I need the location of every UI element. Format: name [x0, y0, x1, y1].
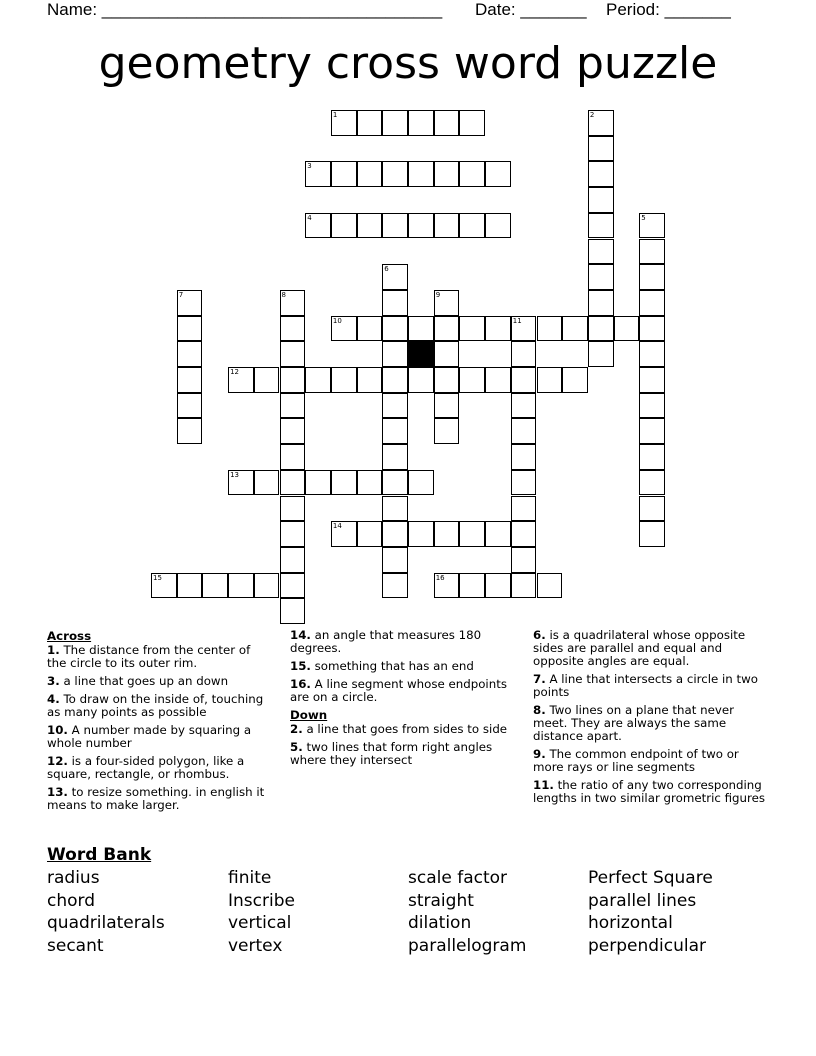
grid-cell[interactable] — [331, 161, 357, 187]
clue-number: 13. — [47, 785, 68, 799]
grid-cell[interactable] — [588, 187, 614, 213]
grid-cell[interactable] — [588, 213, 614, 239]
grid-cell[interactable] — [485, 573, 511, 599]
cell-number: 7 — [178, 290, 184, 299]
word-bank-word: parallel lines — [588, 890, 697, 911]
clue-text: to resize something. in english it means to make larger. — [47, 785, 265, 812]
black-cell — [408, 341, 434, 367]
grid-cell[interactable] — [434, 110, 460, 136]
cell-number: 15 — [153, 573, 162, 582]
clue-text: The common endpoint of two or more rays or line segments — [533, 747, 739, 774]
clue-number: 8. — [533, 703, 546, 717]
word-bank-word: dilation — [408, 913, 472, 934]
grid-cell[interactable] — [408, 367, 434, 393]
clue — [533, 704, 768, 743]
grid-cell[interactable] — [280, 496, 306, 522]
grid-cell[interactable] — [434, 341, 460, 367]
grid-cell[interactable] — [305, 213, 331, 239]
grid-cell[interactable] — [639, 239, 665, 265]
grid-cell[interactable] — [202, 573, 228, 599]
grid-cell[interactable] — [254, 573, 280, 599]
clue — [533, 779, 768, 805]
word-bank-column — [408, 867, 526, 957]
grid-cell[interactable] — [382, 521, 408, 547]
grid-cell[interactable] — [280, 290, 306, 316]
grid-cell[interactable] — [459, 316, 485, 342]
grid-cell[interactable] — [639, 264, 665, 290]
cell-number: 5 — [641, 213, 646, 222]
grid-cell[interactable] — [305, 161, 331, 187]
grid-cell[interactable] — [485, 213, 511, 239]
clue-text: Two lines on a plane that never meet. They are always the same distance apart. — [533, 703, 734, 743]
grid-cell[interactable] — [434, 316, 460, 342]
grid-cell[interactable] — [485, 521, 511, 547]
grid-cell[interactable] — [228, 367, 254, 393]
word-bank-word: secant — [47, 935, 104, 956]
grid-cell[interactable] — [382, 213, 408, 239]
grid-cell[interactable] — [588, 341, 614, 367]
clue-number: 7. — [533, 672, 546, 686]
grid-cell[interactable] — [280, 316, 306, 342]
word-bank-word: straight — [408, 890, 474, 911]
grid-cell[interactable] — [357, 521, 383, 547]
grid-cell[interactable] — [331, 521, 357, 547]
clue-text: A line that intersects a circle in two points — [533, 672, 759, 699]
grid-cell[interactable] — [382, 290, 408, 316]
grid-cell[interactable] — [177, 341, 203, 367]
grid-cell[interactable] — [331, 470, 357, 496]
cell-number: 14 — [332, 522, 342, 531]
grid-cell[interactable] — [511, 316, 537, 342]
grid-cell[interactable] — [459, 521, 485, 547]
clue-number: 9. — [533, 747, 546, 761]
grid-cell[interactable] — [408, 161, 434, 187]
grid-cell[interactable] — [511, 470, 537, 496]
grid-cell[interactable] — [280, 418, 306, 444]
cell-number: 9 — [435, 290, 441, 299]
grid-cell[interactable] — [382, 418, 408, 444]
grid-cell[interactable] — [511, 573, 537, 599]
period-field[interactable]: Period: _______ — [606, 0, 731, 19]
clue-number: 16. — [290, 677, 311, 691]
cell-number: 8 — [281, 290, 286, 299]
grid-cell[interactable] — [434, 367, 460, 393]
grid-cell[interactable] — [639, 496, 665, 522]
grid-cell[interactable] — [357, 110, 383, 136]
grid-cell[interactable] — [280, 367, 306, 393]
grid-cell[interactable] — [639, 444, 665, 470]
grid-cell[interactable] — [228, 573, 254, 599]
clue — [533, 673, 768, 699]
grid-cell[interactable] — [639, 341, 665, 367]
word-bank-word: parallelogram — [408, 935, 527, 956]
grid-cell[interactable] — [382, 110, 408, 136]
date-field[interactable]: Date: _______ — [475, 0, 587, 19]
clue-text: two lines that form right angles where they intersect — [290, 740, 493, 767]
grid-cell[interactable] — [151, 573, 177, 599]
word-bank-word: horizontal — [588, 913, 673, 934]
clue-number: 5. — [290, 740, 303, 754]
cell-number: 10 — [332, 316, 342, 325]
grid-cell[interactable] — [614, 316, 640, 342]
clue-number: 12. — [47, 754, 68, 768]
grid-cell[interactable] — [280, 573, 306, 599]
grid-cell[interactable] — [511, 367, 537, 393]
word-bank-column — [47, 867, 165, 957]
grid-cell[interactable] — [511, 547, 537, 573]
grid-cell[interactable] — [331, 316, 357, 342]
clue-text: A line segment whose endpoints are on a circle. — [290, 677, 507, 704]
grid-cell[interactable] — [639, 418, 665, 444]
grid-cell[interactable] — [588, 239, 614, 265]
across-heading: Across — [47, 629, 92, 643]
grid-cell[interactable] — [588, 161, 614, 187]
grid-cell[interactable] — [511, 496, 537, 522]
cell-number: 12 — [230, 368, 240, 376]
grid-cell[interactable] — [639, 290, 665, 316]
grid-cell[interactable] — [357, 213, 383, 239]
grid-cell[interactable] — [434, 573, 460, 599]
grid-cell[interactable] — [280, 598, 306, 624]
grid-cell[interactable] — [459, 573, 485, 599]
grid-cell[interactable] — [331, 367, 357, 393]
word-bank-word: perpendicular — [588, 935, 707, 956]
clue-text: is a quadrilateral whose opposite sides are parallel and equal and opposite angles are equal. — [533, 628, 746, 668]
cell-number: 13 — [230, 470, 240, 479]
cell-number: 3 — [307, 162, 312, 171]
grid-cell[interactable] — [511, 418, 537, 444]
page-title: geometry cross word puzzle — [98, 38, 718, 89]
grid-cell[interactable] — [511, 393, 537, 419]
cell-number: 11 — [512, 316, 522, 325]
grid-cell[interactable] — [588, 110, 614, 136]
grid-cell[interactable] — [639, 470, 665, 496]
grid-cell[interactable] — [588, 136, 614, 162]
grid-cell[interactable] — [537, 573, 563, 599]
clue — [47, 724, 272, 750]
grid-cell[interactable] — [408, 110, 434, 136]
grid-cell[interactable] — [511, 444, 537, 470]
grid-cell[interactable] — [562, 316, 588, 342]
cell-number: 1 — [332, 111, 338, 119]
word-bank-word: finite — [228, 868, 272, 888]
down-heading: Down — [290, 708, 328, 722]
clues-column-3 — [533, 629, 768, 810]
clue — [290, 741, 522, 767]
grid-cell[interactable] — [331, 213, 357, 239]
clue — [290, 678, 522, 704]
grid-cell[interactable] — [357, 470, 383, 496]
grid-cell[interactable] — [382, 444, 408, 470]
grid-cell[interactable] — [382, 393, 408, 419]
cell-number: 2 — [589, 111, 595, 119]
clue — [47, 693, 272, 719]
clue-number: 6. — [533, 628, 546, 642]
grid-cell[interactable] — [382, 161, 408, 187]
grid-cell[interactable] — [254, 470, 280, 496]
grid-cell[interactable] — [177, 316, 203, 342]
grid-cell[interactable] — [357, 367, 383, 393]
grid-cell[interactable] — [511, 341, 537, 367]
grid-cell[interactable] — [280, 393, 306, 419]
grid-cell[interactable] — [434, 418, 460, 444]
grid-cell[interactable] — [177, 290, 203, 316]
cell-number: 6 — [384, 265, 389, 274]
clue-text: The distance from the center of the circle to its outer rim. — [47, 643, 251, 670]
grid-cell[interactable] — [382, 264, 408, 290]
clue — [533, 629, 768, 668]
grid-cell[interactable] — [280, 470, 306, 496]
clue-number: 2. — [290, 722, 303, 736]
grid-cell[interactable] — [434, 521, 460, 547]
grid-cell[interactable] — [382, 470, 408, 496]
word-bank-column — [588, 867, 713, 957]
grid-cell[interactable] — [511, 521, 537, 547]
grid-cell[interactable] — [459, 110, 485, 136]
grid-cell[interactable] — [177, 573, 203, 599]
clue-text: the ratio of any two corresponding lengths in two similar grometric figures — [533, 778, 765, 805]
word-bank-word: scale factor — [408, 868, 508, 888]
grid-cell[interactable] — [305, 367, 331, 393]
grid-cell[interactable] — [639, 316, 665, 342]
grid-cell[interactable] — [408, 213, 434, 239]
grid-cell[interactable] — [177, 393, 203, 419]
clue-number: 11. — [533, 778, 554, 792]
clue — [290, 660, 522, 673]
clue-number: 10. — [47, 723, 68, 737]
grid-cell[interactable] — [434, 393, 460, 419]
grid-cell[interactable] — [639, 393, 665, 419]
clue — [47, 786, 272, 812]
clues-column-2 — [290, 629, 522, 772]
word-bank-word: chord — [47, 890, 96, 911]
clue-text: something that has an end — [314, 659, 474, 673]
clues-column-1 — [47, 630, 272, 817]
grid-cell[interactable] — [485, 161, 511, 187]
clue-number: 1. — [47, 643, 60, 657]
clue-number: 14. — [290, 628, 311, 642]
grid-cell[interactable] — [537, 316, 563, 342]
clue-text: a line that goes up an down — [63, 674, 229, 688]
grid-cell[interactable] — [280, 547, 306, 573]
clue-text: A number made by squaring a whole number — [47, 723, 252, 750]
word-bank-title: Word Bank — [47, 845, 152, 865]
clue — [47, 755, 272, 781]
grid-cell[interactable] — [382, 367, 408, 393]
clue — [533, 748, 768, 774]
grid-cell[interactable] — [459, 161, 485, 187]
grid-cell[interactable] — [382, 341, 408, 367]
clue-text: To draw on the inside of, touching as many points as possible — [47, 692, 264, 719]
cell-number: 16 — [435, 573, 445, 582]
clue-number: 3. — [47, 674, 60, 688]
clue — [47, 644, 272, 670]
grid-cell[interactable] — [357, 161, 383, 187]
grid-cell[interactable] — [254, 367, 280, 393]
word-bank-word: Inscribe — [228, 890, 295, 911]
grid-cell[interactable] — [562, 367, 588, 393]
grid-cell[interactable] — [434, 213, 460, 239]
grid-cell[interactable] — [588, 290, 614, 316]
word-bank-word: quadrilaterals — [47, 913, 165, 934]
grid-cell[interactable] — [408, 316, 434, 342]
name-field[interactable]: Name: ____________________________________ — [47, 0, 443, 19]
grid-cell[interactable] — [639, 367, 665, 393]
clue — [290, 629, 522, 655]
grid-cell[interactable] — [280, 341, 306, 367]
clue-text: an angle that measures 180 degrees. — [290, 628, 482, 655]
grid-cell[interactable] — [331, 110, 357, 136]
grid-cell[interactable] — [357, 316, 383, 342]
grid-cell[interactable] — [485, 367, 511, 393]
word-bank-word: vertical — [228, 913, 292, 934]
grid-cell[interactable] — [639, 521, 665, 547]
word-bank-word: vertex — [228, 935, 283, 956]
cell-number: 4 — [307, 213, 312, 222]
grid-cell[interactable] — [228, 470, 254, 496]
grid-cell[interactable] — [305, 470, 331, 496]
grid-cell[interactable] — [459, 367, 485, 393]
clue-text: is a four-sided polygon, like a square, rectangle, or rhombus. — [47, 754, 245, 781]
grid-cell[interactable] — [280, 521, 306, 547]
grid-cell[interactable] — [382, 496, 408, 522]
word-bank-word: radius — [47, 868, 100, 888]
grid-cell[interactable] — [177, 418, 203, 444]
grid-cell[interactable] — [434, 290, 460, 316]
grid-cell[interactable] — [434, 161, 460, 187]
clue-number: 15. — [290, 659, 311, 673]
grid-cell[interactable] — [408, 521, 434, 547]
grid-cell[interactable] — [177, 367, 203, 393]
grid-cell[interactable] — [280, 444, 306, 470]
grid-cell[interactable] — [537, 367, 563, 393]
clue — [290, 723, 522, 736]
grid-cell[interactable] — [382, 316, 408, 342]
grid-cell[interactable] — [639, 213, 665, 239]
grid-cell[interactable] — [382, 547, 408, 573]
clue-text: a line that goes from sides to side — [306, 722, 508, 736]
word-bank-column — [228, 867, 295, 957]
grid-cell[interactable] — [459, 213, 485, 239]
grid-cell[interactable] — [485, 316, 511, 342]
grid-cell[interactable] — [588, 264, 614, 290]
clue-number: 4. — [47, 692, 60, 706]
grid-cell[interactable] — [382, 573, 408, 599]
grid-cell[interactable] — [588, 316, 614, 342]
word-bank-word: Perfect Square — [588, 868, 713, 888]
clue — [47, 675, 272, 688]
grid-cell[interactable] — [408, 470, 434, 496]
